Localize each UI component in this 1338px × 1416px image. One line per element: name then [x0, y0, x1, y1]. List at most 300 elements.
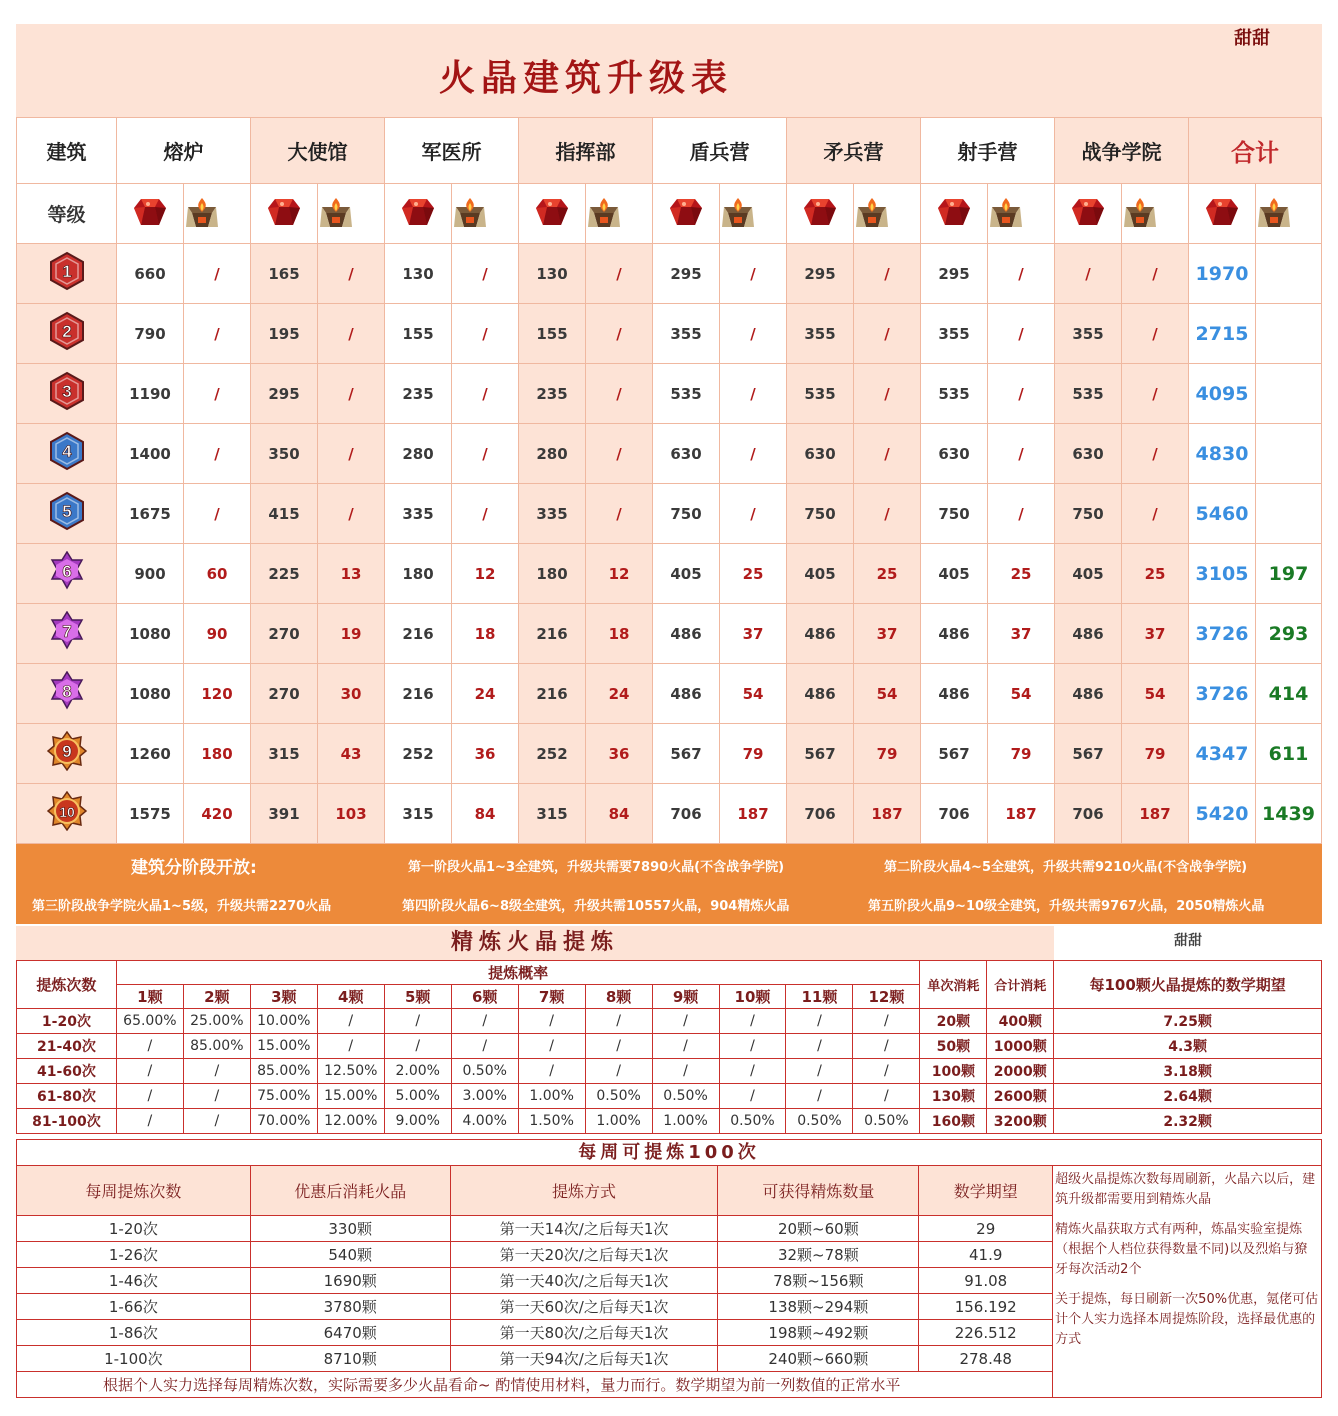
total-refined-crystal	[1256, 304, 1322, 364]
stage-4: 第四阶段火晶6~8级全建筑，升级共需10557火晶，904精炼火晶	[402, 899, 790, 914]
author-label: 甜甜	[1234, 28, 1270, 49]
refined-crystal-header	[184, 184, 251, 244]
weekly-cell: 330颗	[250, 1216, 450, 1242]
fire-crystal-value: 235	[385, 364, 452, 424]
fire-crystal-value: 706	[1055, 784, 1122, 844]
fire-crystal-value: 155	[519, 304, 586, 364]
fire-crystal-value: 355	[921, 304, 988, 364]
refine-prob: /	[451, 1009, 518, 1034]
stage-3: 第三阶段战争学院火晶1~5级，升级共需2270火晶	[32, 899, 332, 914]
fire-crystal-value: 391	[251, 784, 318, 844]
refine-prob: /	[719, 1084, 786, 1109]
fire-crystal-value: 486	[1055, 664, 1122, 724]
level-badge-icon	[47, 491, 87, 531]
refined-crystal-value: /	[720, 424, 787, 484]
refine-prob: 12.00%	[317, 1109, 384, 1134]
fire-crystal-value: 630	[1055, 424, 1122, 484]
total-fire-crystal: 4347	[1189, 724, 1256, 784]
weekly-cell: 240颗~660颗	[718, 1346, 919, 1372]
fire-crystal-value: 252	[519, 724, 586, 784]
refined-crystal-value: /	[1122, 244, 1189, 304]
fire-crystal-value: 355	[653, 304, 720, 364]
level-label: 等级	[17, 184, 117, 244]
refined-crystal-value: /	[854, 424, 921, 484]
refined-crystal-value: /	[452, 304, 519, 364]
level-badge-cell	[17, 244, 117, 304]
level-badge-icon	[47, 371, 87, 411]
refined-crystal-icon	[1256, 197, 1321, 231]
level-row	[17, 244, 1322, 304]
total-refined-crystal: 1439	[1256, 784, 1322, 844]
fire-crystal-value: 216	[385, 604, 452, 664]
note-paragraph: 精炼火晶获取方式有两种，炼晶实验室提炼（根据个人档位获得数量不同)以及烈焰与獠牙每次活动2个	[1055, 1222, 1308, 1277]
refined-crystal-value: /	[184, 484, 251, 544]
refined-crystal-icon	[184, 197, 250, 231]
refine-expectation: 2.64颗	[1054, 1084, 1322, 1109]
refined-crystal-value: 84	[452, 784, 519, 844]
weekly-cell: 1-20次	[17, 1216, 251, 1242]
refined-crystal-value: 30	[318, 664, 385, 724]
refine-prob: /	[853, 1059, 920, 1084]
svg-text:7: 7	[61, 622, 72, 641]
title-band	[16, 24, 1322, 117]
refine-prob: 10.00%	[250, 1009, 317, 1034]
refine-prob: /	[719, 1009, 786, 1034]
refine-total-cost: 2600颗	[987, 1084, 1054, 1109]
building-label: 建筑	[17, 118, 117, 184]
level-row	[17, 724, 1322, 784]
fire-crystal-value: 415	[251, 484, 318, 544]
weekly-header: 每周提炼次数	[17, 1166, 251, 1216]
fire-crystal-value: 706	[787, 784, 854, 844]
fire-crystal-header	[653, 184, 720, 244]
grain-header: 7颗	[518, 985, 585, 1009]
weekly-cell: 540颗	[250, 1242, 450, 1268]
refined-crystal-value: 12	[452, 544, 519, 604]
fire-crystal-header	[921, 184, 988, 244]
level-row	[17, 784, 1322, 844]
level-badge-icon	[47, 611, 87, 651]
fire-crystal-value: 750	[921, 484, 988, 544]
refine-prob: 15.00%	[317, 1084, 384, 1109]
weekly-cell: 78颗~156颗	[718, 1268, 919, 1294]
fire-crystal-header	[787, 184, 854, 244]
refined-crystal-value: /	[586, 304, 653, 364]
fire-crystal-value: 1400	[117, 424, 184, 484]
refine-prob: 25.00%	[183, 1009, 250, 1034]
refined-crystal-header	[1256, 184, 1322, 244]
total-refined-crystal: 611	[1256, 724, 1322, 784]
refined-crystal-value: 12	[586, 544, 653, 604]
refined-crystal-value: /	[854, 304, 921, 364]
fire-crystal-value: 225	[251, 544, 318, 604]
unit-cost-header: 单次消耗	[920, 961, 987, 1009]
weekly-cell: 1690颗	[250, 1268, 450, 1294]
refine-unit-cost: 100颗	[920, 1059, 987, 1084]
svg-text:5: 5	[61, 502, 72, 521]
refined-crystal-icon	[720, 197, 786, 231]
weekly-cell: 第一天60次/之后每天1次	[450, 1294, 718, 1320]
weekly-cell: 1-46次	[17, 1268, 251, 1294]
fire-crystal-icon	[803, 197, 837, 227]
refine-prob: /	[786, 1084, 853, 1109]
refine-prob: /	[384, 1009, 451, 1034]
refine-prob: 15.00%	[250, 1034, 317, 1059]
refine-row	[17, 1059, 1322, 1084]
level-badge-icon	[47, 791, 87, 831]
grain-header: 10颗	[719, 985, 786, 1009]
refined-crystal-value: /	[318, 424, 385, 484]
weekly-cell: 8710颗	[250, 1346, 450, 1372]
refine-prob-header: 提炼概率	[116, 961, 920, 985]
refine-prob: 85.00%	[183, 1034, 250, 1059]
fire-crystal-value: 1080	[117, 664, 184, 724]
fire-crystal-header	[251, 184, 318, 244]
refine-author: 甜甜	[1054, 926, 1322, 960]
refined-crystal-value: /	[1122, 484, 1189, 544]
fire-crystal-value: 280	[385, 424, 452, 484]
refine-prob: /	[518, 1034, 585, 1059]
grain-header: 8颗	[585, 985, 652, 1009]
grain-header: 1颗	[116, 985, 183, 1009]
total-fire-crystal: 3726	[1189, 664, 1256, 724]
stage-heading: 建筑分阶段开放:	[131, 858, 257, 878]
refine-expectation: 3.18颗	[1054, 1059, 1322, 1084]
level-badge-cell	[17, 604, 117, 664]
refine-unit-cost: 50颗	[920, 1034, 987, 1059]
refine-prob: /	[317, 1034, 384, 1059]
fire-crystal-value: 486	[921, 604, 988, 664]
building-name-2: 大使馆	[251, 118, 385, 184]
fire-crystal-header	[1189, 184, 1256, 244]
refined-crystal-value: /	[988, 364, 1055, 424]
refine-range: 41-60次	[17, 1059, 117, 1084]
weekly-cell: 第一天40次/之后每天1次	[450, 1268, 718, 1294]
refined-crystal-value: 120	[184, 664, 251, 724]
refine-total-cost: 3200颗	[987, 1109, 1054, 1134]
refine-range: 61-80次	[17, 1084, 117, 1109]
fire-crystal-value: 486	[787, 664, 854, 724]
refine-prob: 1.00%	[585, 1109, 652, 1134]
refined-crystal-value: 180	[184, 724, 251, 784]
fire-crystal-value: 900	[117, 544, 184, 604]
stage-2: 第二阶段火晶4~5全建筑，升级共需9210火晶(不含战争学院)	[884, 860, 1248, 875]
svg-text:1: 1	[61, 262, 72, 281]
fire-crystal-header	[385, 184, 452, 244]
weekly-cell: 第一天94次/之后每天1次	[450, 1346, 718, 1372]
level-badge-icon	[47, 671, 87, 711]
refined-crystal-value: /	[720, 364, 787, 424]
svg-text:3: 3	[61, 382, 72, 401]
refined-crystal-header	[988, 184, 1055, 244]
refined-crystal-header	[1122, 184, 1189, 244]
refine-table	[16, 960, 1322, 1134]
level-badge-icon	[47, 431, 87, 471]
refine-unit-cost: 20颗	[920, 1009, 987, 1034]
level-badge-cell	[17, 364, 117, 424]
weekly-cell: 3780颗	[250, 1294, 450, 1320]
refined-crystal-value: /	[720, 484, 787, 544]
total-fire-crystal: 3105	[1189, 544, 1256, 604]
total-fire-crystal: 5460	[1189, 484, 1256, 544]
fire-crystal-icon	[401, 197, 435, 227]
refine-prob: 0.50%	[786, 1109, 853, 1134]
level-badge-icon	[47, 551, 87, 591]
refine-prob: /	[786, 1034, 853, 1059]
total-label: 合计	[1189, 118, 1322, 184]
grain-header: 4颗	[317, 985, 384, 1009]
refined-crystal-value: /	[318, 244, 385, 304]
weekly-table	[16, 1165, 1322, 1398]
refine-prob: /	[853, 1009, 920, 1034]
fire-crystal-value: 405	[1055, 544, 1122, 604]
level-row	[17, 364, 1322, 424]
note-paragraph: 关于提炼，每日刷新一次50%优惠，氪佬可估计个人实力选择本周提炼阶段，选择最优惠的方式	[1055, 1292, 1319, 1347]
refine-prob: /	[317, 1009, 384, 1034]
refine-prob: 70.00%	[250, 1109, 317, 1134]
weekly-cell: 91.08	[919, 1268, 1053, 1294]
level-row	[17, 484, 1322, 544]
refined-crystal-value: 54	[720, 664, 787, 724]
refined-crystal-value: 79	[1122, 724, 1189, 784]
grain-header: 5颗	[384, 985, 451, 1009]
refined-crystal-header	[452, 184, 519, 244]
refined-crystal-value: /	[452, 244, 519, 304]
fire-crystal-value: 1080	[117, 604, 184, 664]
upgrade-table	[16, 117, 1322, 844]
fire-crystal-value: 216	[519, 604, 586, 664]
weekly-cell: 198颗~492颗	[718, 1320, 919, 1346]
refined-crystal-value: 37	[988, 604, 1055, 664]
refined-crystal-value: 187	[720, 784, 787, 844]
refine-prob: 0.50%	[853, 1109, 920, 1134]
refined-crystal-value: 79	[720, 724, 787, 784]
refine-prob: 0.50%	[451, 1059, 518, 1084]
refined-crystal-value: /	[586, 244, 653, 304]
fire-crystal-value: 315	[519, 784, 586, 844]
refined-crystal-value: 187	[854, 784, 921, 844]
refined-crystal-value: 19	[318, 604, 385, 664]
refine-prob: /	[183, 1109, 250, 1134]
fire-crystal-value: 790	[117, 304, 184, 364]
refine-prob: /	[719, 1034, 786, 1059]
refined-crystal-icon	[1122, 197, 1188, 231]
refine-total-cost: 2000颗	[987, 1059, 1054, 1084]
refined-crystal-value: /	[854, 244, 921, 304]
fire-crystal-value: 535	[921, 364, 988, 424]
refined-crystal-value: /	[184, 244, 251, 304]
fire-crystal-value: 405	[653, 544, 720, 604]
refine-prob: 1.50%	[518, 1109, 585, 1134]
fire-crystal-value: 486	[787, 604, 854, 664]
refine-prob: /	[116, 1084, 183, 1109]
refined-crystal-header	[854, 184, 921, 244]
refined-crystal-value: 79	[988, 724, 1055, 784]
fire-crystal-value: 486	[1055, 604, 1122, 664]
fire-crystal-value: 630	[921, 424, 988, 484]
level-badge-cell	[17, 784, 117, 844]
grain-header: 11颗	[786, 985, 853, 1009]
fire-crystal-value: 1675	[117, 484, 184, 544]
refine-prob: 12.50%	[317, 1059, 384, 1084]
page-title: 火晶建筑升级表	[438, 58, 733, 99]
refined-crystal-value: /	[988, 244, 1055, 304]
refined-crystal-value: /	[452, 484, 519, 544]
refine-unit-cost: 160颗	[920, 1109, 987, 1134]
building-name-5: 盾兵营	[653, 118, 787, 184]
stage-band	[16, 844, 1322, 924]
fire-crystal-value: 1190	[117, 364, 184, 424]
total-cost-header: 合计消耗	[987, 961, 1054, 1009]
weekly-cell: 32颗~78颗	[718, 1242, 919, 1268]
fire-crystal-value: 486	[653, 604, 720, 664]
level-badge-icon	[47, 251, 87, 291]
fire-crystal-value: 1575	[117, 784, 184, 844]
refined-crystal-value: 36	[586, 724, 653, 784]
refine-range: 81-100次	[17, 1109, 117, 1134]
refine-expectation: 2.32颗	[1054, 1109, 1322, 1134]
fire-crystal-value: 295	[787, 244, 854, 304]
refined-crystal-icon	[318, 197, 384, 231]
refined-crystal-value: /	[720, 304, 787, 364]
level-badge-cell	[17, 724, 117, 784]
refined-crystal-icon	[988, 197, 1054, 231]
refine-prob: /	[116, 1034, 183, 1059]
refined-crystal-value: 79	[854, 724, 921, 784]
total-refined-crystal: 414	[1256, 664, 1322, 724]
fire-crystal-header	[1055, 184, 1122, 244]
weekly-cell: 1-66次	[17, 1294, 251, 1320]
fire-crystal-value: 706	[921, 784, 988, 844]
refined-crystal-value: 84	[586, 784, 653, 844]
refine-expectation: 4.3颗	[1054, 1034, 1322, 1059]
refined-crystal-header	[586, 184, 653, 244]
refined-crystal-value: /	[586, 484, 653, 544]
fire-crystal-value: 315	[385, 784, 452, 844]
refine-prob: 0.50%	[652, 1084, 719, 1109]
refined-crystal-value: /	[452, 424, 519, 484]
fire-crystal-value: 235	[519, 364, 586, 424]
building-name-1: 熔炉	[117, 118, 251, 184]
refined-crystal-value: /	[988, 304, 1055, 364]
refined-crystal-value: 54	[988, 664, 1055, 724]
refined-crystal-icon	[586, 197, 652, 231]
refine-range: 1-20次	[17, 1009, 117, 1034]
total-refined-crystal	[1256, 424, 1322, 484]
refine-total-cost: 1000颗	[987, 1034, 1054, 1059]
refine-prob: 1.00%	[518, 1084, 585, 1109]
building-name-6: 矛兵营	[787, 118, 921, 184]
refine-prob: /	[786, 1059, 853, 1084]
fire-crystal-value: 535	[1055, 364, 1122, 424]
refine-prob: /	[853, 1034, 920, 1059]
fire-crystal-icon	[669, 197, 703, 227]
weekly-header: 可获得精炼数量	[718, 1166, 919, 1216]
refined-crystal-value: /	[184, 304, 251, 364]
refined-crystal-header	[318, 184, 385, 244]
weekly-header: 优惠后消耗火晶	[250, 1166, 450, 1216]
refine-prob: /	[719, 1059, 786, 1084]
total-fire-crystal: 3726	[1189, 604, 1256, 664]
refine-total-cost: 400颗	[987, 1009, 1054, 1034]
refine-prob: /	[652, 1009, 719, 1034]
fire-crystal-icon	[1205, 197, 1239, 227]
refine-prob: /	[585, 1059, 652, 1084]
refined-crystal-value: /	[318, 484, 385, 544]
fire-crystal-value: 535	[787, 364, 854, 424]
refine-prob: 0.50%	[719, 1109, 786, 1134]
refined-crystal-value: 25	[988, 544, 1055, 604]
fire-crystal-value: 195	[251, 304, 318, 364]
refine-unit-cost: 130颗	[920, 1084, 987, 1109]
stage-1: 第一阶段火晶1~3全建筑，升级共需要7890火晶(不含战争学院)	[408, 860, 785, 875]
refined-crystal-value: 25	[720, 544, 787, 604]
refine-row	[17, 1034, 1322, 1059]
refined-crystal-value: 24	[452, 664, 519, 724]
building-name-3: 军医所	[385, 118, 519, 184]
fire-crystal-icon	[133, 197, 167, 227]
fire-crystal-value: 216	[519, 664, 586, 724]
weekly-footer: 根据个人实力选择每周精炼次数，实际需要多少火晶看命~ 酌情使用材料，量力而行。数学期望为前一列数值的正常水平	[17, 1372, 1053, 1398]
refined-crystal-value: 187	[1122, 784, 1189, 844]
grain-header: 12颗	[853, 985, 920, 1009]
refine-prob: /	[518, 1059, 585, 1084]
refined-crystal-value: 18	[586, 604, 653, 664]
refine-row	[17, 1109, 1322, 1134]
refined-crystal-value: 43	[318, 724, 385, 784]
fire-crystal-value: 270	[251, 604, 318, 664]
fire-crystal-value: 567	[787, 724, 854, 784]
weekly-cell: 156.192	[919, 1294, 1053, 1320]
refine-prob: 4.00%	[451, 1109, 518, 1134]
refine-prob: 9.00%	[384, 1109, 451, 1134]
refined-crystal-value: 90	[184, 604, 251, 664]
refined-crystal-value: 37	[1122, 604, 1189, 664]
fire-crystal-value: /	[1055, 244, 1122, 304]
fire-crystal-icon	[1071, 197, 1105, 227]
weekly-cell: 278.48	[919, 1346, 1053, 1372]
total-fire-crystal: 4830	[1189, 424, 1256, 484]
fire-crystal-value: 750	[653, 484, 720, 544]
fire-crystal-value: 130	[519, 244, 586, 304]
refine-prob: 85.00%	[250, 1059, 317, 1084]
refine-row	[17, 1084, 1322, 1109]
refined-crystal-value: 37	[720, 604, 787, 664]
fire-crystal-icon	[937, 197, 971, 227]
refined-crystal-value: 25	[1122, 544, 1189, 604]
weekly-cell: 6470颗	[250, 1320, 450, 1346]
weekly-cell: 226.512	[919, 1320, 1053, 1346]
refine-prob: /	[116, 1109, 183, 1134]
refine-prob: /	[384, 1034, 451, 1059]
level-badge-cell	[17, 424, 117, 484]
refine-range: 21-40次	[17, 1034, 117, 1059]
refine-prob: 1.00%	[652, 1109, 719, 1134]
refine-prob: 2.00%	[384, 1059, 451, 1084]
weekly-notes	[1053, 1166, 1322, 1398]
refined-crystal-value: 54	[854, 664, 921, 724]
level-badge-icon	[47, 731, 87, 771]
fire-crystal-icon	[267, 197, 301, 227]
refine-prob: /	[786, 1009, 853, 1034]
refined-crystal-value: /	[586, 364, 653, 424]
fire-crystal-value: 750	[1055, 484, 1122, 544]
weekly-cell: 1-86次	[17, 1320, 251, 1346]
refined-crystal-value: /	[1122, 304, 1189, 364]
weekly-cell: 20颗~60颗	[718, 1216, 919, 1242]
svg-text:9: 9	[61, 742, 72, 761]
refined-crystal-value: 36	[452, 724, 519, 784]
